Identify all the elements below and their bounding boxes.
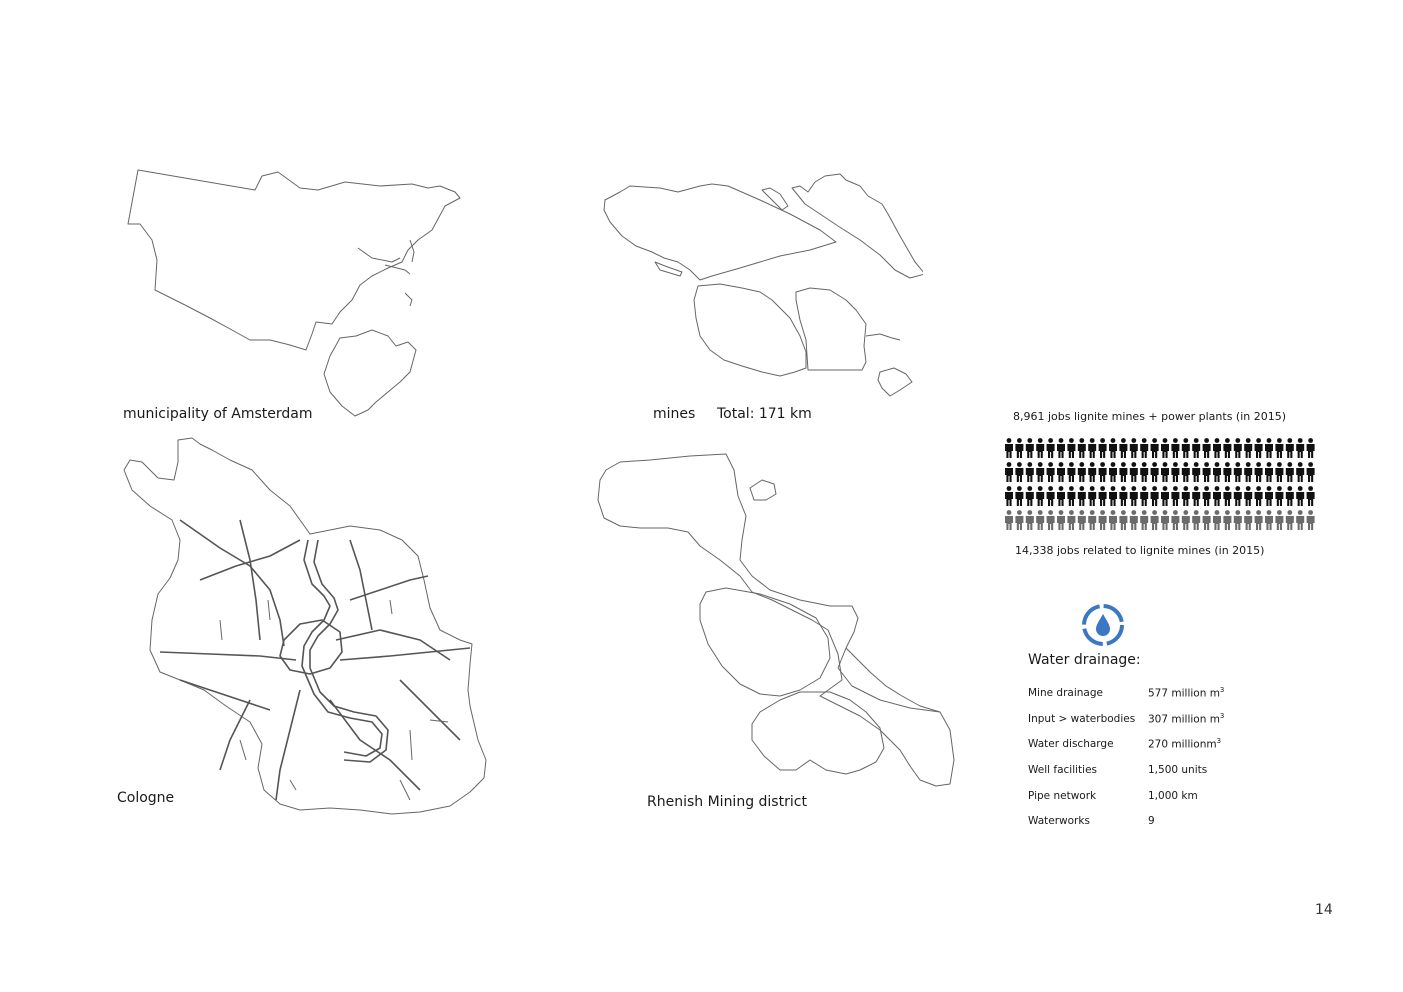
person-icon: [1088, 462, 1096, 482]
person-icon: [1047, 462, 1055, 482]
person-icon: [1119, 462, 1127, 482]
person-icon: [1275, 462, 1283, 482]
table-row: [1028, 706, 1224, 732]
person-icon: [1047, 510, 1055, 530]
person-icon: [1151, 510, 1159, 530]
person-icon: [1130, 438, 1138, 458]
person-icon: [1130, 462, 1138, 482]
jobs-caption: 14,338 jobs related to lignite mines (in 2015): [1015, 544, 1265, 557]
person-icon: [1255, 438, 1263, 458]
person-icon: [1151, 462, 1159, 482]
person-icon: [1151, 486, 1159, 506]
person-icon: [1203, 462, 1211, 482]
table-row: [1028, 731, 1224, 757]
person-icon: [1171, 438, 1179, 458]
person-icon: [1015, 486, 1023, 506]
person-icon: [1005, 510, 1013, 530]
person-icon: [1307, 438, 1315, 458]
person-icon: [1265, 462, 1273, 482]
row-label: Pipe network: [1028, 789, 1097, 802]
person-icon: [1119, 486, 1127, 506]
person-icon: [1057, 486, 1065, 506]
person-icon: [1026, 462, 1034, 482]
person-icon: [1161, 510, 1169, 530]
amsterdam-label: municipality of Amsterdam: [123, 406, 313, 422]
person-icon: [1015, 462, 1023, 482]
person-icon: [1161, 486, 1169, 506]
mines-label: mines: [653, 406, 696, 422]
row-label: Water discharge: [1028, 738, 1114, 751]
water-drop-icon: [1080, 602, 1126, 648]
person-icon: [1026, 486, 1034, 506]
table-row: [1028, 680, 1224, 706]
person-icon: [1088, 486, 1096, 506]
person-icon: [1088, 510, 1096, 530]
person-icon: [1286, 462, 1294, 482]
person-icon: [1109, 438, 1117, 458]
person-icon: [1265, 486, 1273, 506]
person-icon: [1171, 486, 1179, 506]
person-icon: [1192, 486, 1200, 506]
person-icon: [1192, 462, 1200, 482]
person-icon: [1203, 510, 1211, 530]
person-icon: [1192, 510, 1200, 530]
person-icon: [1109, 462, 1117, 482]
person-icon: [1057, 462, 1065, 482]
person-icon: [1109, 510, 1117, 530]
person-icon: [1213, 510, 1221, 530]
person-icon: [1099, 462, 1107, 482]
row-value: 1,500 units: [1148, 763, 1208, 776]
jobs-pictogram: [1004, 436, 1316, 534]
person-icon: [1140, 462, 1148, 482]
person-icon: [1234, 510, 1242, 530]
person-icon: [1067, 486, 1075, 506]
person-icon: [1036, 486, 1044, 506]
person-icon: [1078, 462, 1086, 482]
mines-map: [598, 168, 923, 403]
person-icon: [1182, 510, 1190, 530]
table-row: [1028, 757, 1224, 783]
person-icon: [1099, 486, 1107, 506]
person-icon: [1275, 486, 1283, 506]
person-icon: [1213, 462, 1221, 482]
person-icon: [1140, 438, 1148, 458]
person-icon: [1286, 486, 1294, 506]
person-icon: [1265, 438, 1273, 458]
person-icon: [1161, 462, 1169, 482]
person-icon: [1067, 462, 1075, 482]
person-icon: [1067, 510, 1075, 530]
row-value: 577 million $m^3$: [1148, 686, 1225, 700]
person-icon: [1099, 510, 1107, 530]
person-icon: [1067, 438, 1075, 458]
person-icon: [1307, 510, 1315, 530]
person-icon: [1119, 510, 1127, 530]
person-icon: [1036, 462, 1044, 482]
person-icon: [1015, 510, 1023, 530]
person-icon: [1182, 486, 1190, 506]
person-icon: [1203, 438, 1211, 458]
person-icon: [1140, 510, 1148, 530]
rhenish-mining-map: [594, 448, 960, 794]
row-value: 1,000 km: [1148, 789, 1198, 802]
amsterdam-map: [120, 165, 470, 420]
person-icon: [1213, 486, 1221, 506]
person-icon: [1151, 438, 1159, 458]
person-icon: [1161, 438, 1169, 458]
person-icon: [1203, 486, 1211, 506]
person-icon: [1057, 510, 1065, 530]
row-label: Input > waterbodies: [1028, 712, 1136, 725]
person-icon: [1005, 462, 1013, 482]
person-icon: [1119, 438, 1127, 458]
person-icon: [1255, 462, 1263, 482]
person-icon: [1026, 510, 1034, 530]
person-icon: [1015, 438, 1023, 458]
person-icon: [1036, 438, 1044, 458]
person-icon: [1296, 510, 1304, 530]
person-icon: [1265, 510, 1273, 530]
person-icon: [1307, 462, 1315, 482]
person-icon: [1223, 438, 1231, 458]
person-icon: [1109, 486, 1117, 506]
rhenish-label: Rhenish Mining district: [647, 794, 807, 810]
person-icon: [1026, 438, 1034, 458]
person-icon: [1182, 462, 1190, 482]
person-icon: [1234, 438, 1242, 458]
person-icon: [1296, 462, 1304, 482]
person-icon: [1255, 486, 1263, 506]
person-icon: [1275, 438, 1283, 458]
row-value: 9: [1148, 815, 1155, 828]
person-icon: [1047, 486, 1055, 506]
person-icon: [1255, 510, 1263, 530]
person-icon: [1213, 438, 1221, 458]
page-number: 14: [1315, 902, 1333, 918]
row-label: Well facilities: [1028, 763, 1098, 776]
person-icon: [1244, 486, 1252, 506]
person-icon: [1223, 462, 1231, 482]
person-icon: [1130, 486, 1138, 506]
person-icon: [1130, 510, 1138, 530]
person-icon: [1140, 486, 1148, 506]
person-icon: [1036, 510, 1044, 530]
person-icon: [1244, 510, 1252, 530]
row-label: Mine drainage: [1028, 686, 1103, 699]
person-icon: [1223, 486, 1231, 506]
table-row: [1028, 783, 1224, 809]
person-icon: [1275, 510, 1283, 530]
person-icon: [1234, 486, 1242, 506]
person-icon: [1234, 462, 1242, 482]
person-icon: [1078, 510, 1086, 530]
person-icon: [1296, 486, 1304, 506]
person-icon: [1286, 438, 1294, 458]
table-row: [1028, 808, 1224, 834]
person-icon: [1057, 438, 1065, 458]
person-icon: [1307, 486, 1315, 506]
person-icon: [1223, 510, 1231, 530]
row-value: 270 millionm$^3$: [1148, 737, 1222, 751]
cologne-label: Cologne: [117, 790, 175, 806]
person-icon: [1088, 438, 1096, 458]
person-icon: [1005, 486, 1013, 506]
person-icon: [1192, 438, 1200, 458]
person-icon: [1182, 438, 1190, 458]
person-icon: [1047, 438, 1055, 458]
mines-total-label: Total: 171 km: [717, 406, 812, 422]
person-icon: [1005, 438, 1013, 458]
person-icon: [1286, 510, 1294, 530]
jobs-title: 8,961 jobs lignite mines + power plants (in 2015): [1013, 410, 1287, 423]
person-icon: [1244, 438, 1252, 458]
person-icon: [1171, 462, 1179, 482]
water-drainage-table: [1028, 680, 1224, 834]
person-icon: [1078, 486, 1086, 506]
person-icon: [1099, 438, 1107, 458]
water-drainage-title: Water drainage:: [1028, 652, 1141, 668]
cologne-map: [115, 432, 495, 822]
person-icon: [1078, 438, 1086, 458]
row-value: 307 million $m^3$: [1148, 711, 1225, 726]
person-icon: [1296, 438, 1304, 458]
row-label: Waterworks: [1028, 815, 1090, 828]
person-icon: [1244, 462, 1252, 482]
person-icon: [1171, 510, 1179, 530]
